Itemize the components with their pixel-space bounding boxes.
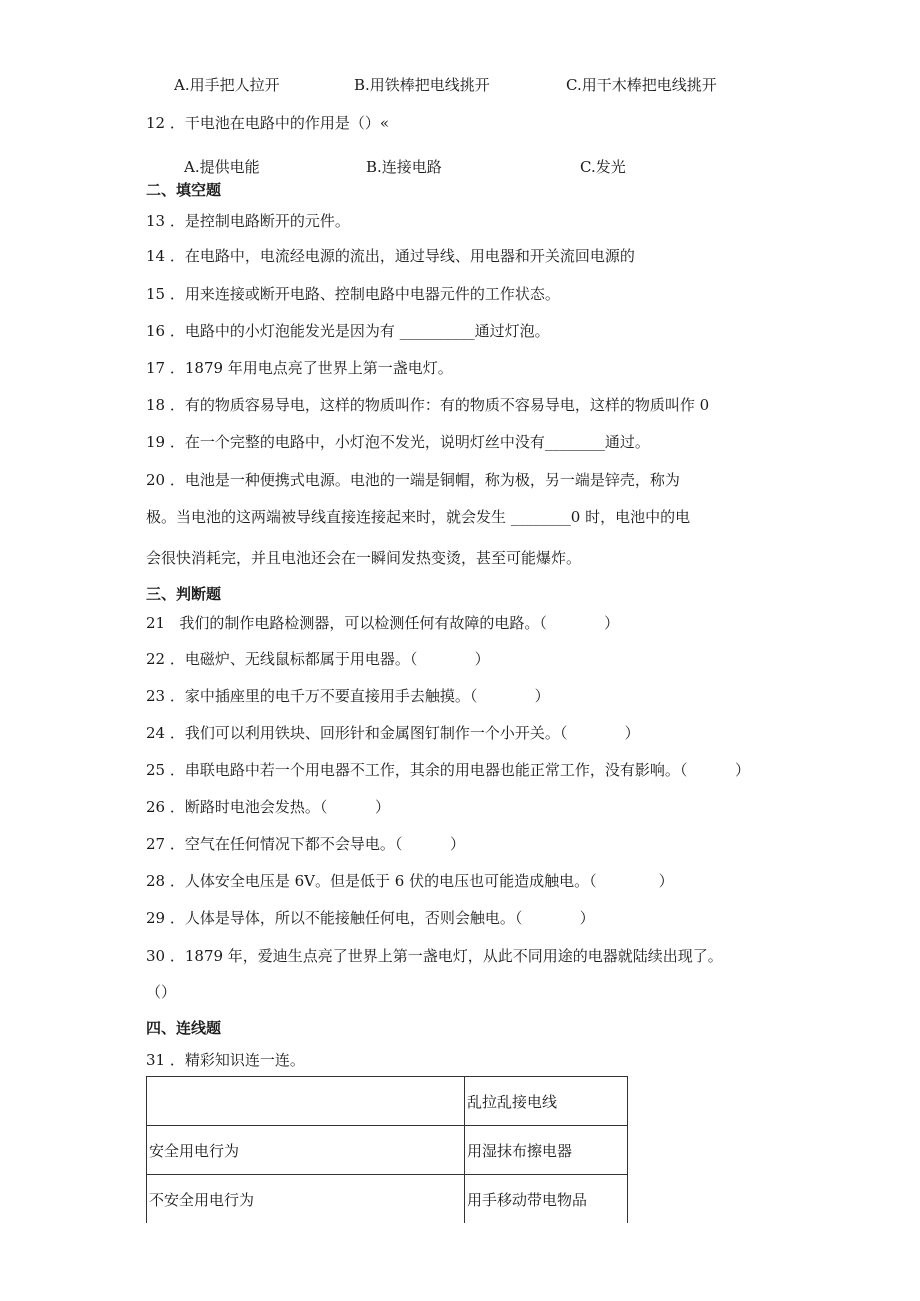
- question-25: 25 ．串联电路中若一个用电器不工作，其余的用电器也能正常工作，没有影响。（ ）: [146, 761, 751, 779]
- matching-table: [146, 1076, 628, 1223]
- table-row: [147, 1077, 628, 1126]
- table-cell: 安全用电行为: [147, 1126, 465, 1175]
- question-27: 27 ．空气在任何情况下都不会导电。（ ）: [146, 835, 466, 853]
- question-14: 14 ．在电路中，电流经电源的流出，通过导线、用电器和开关流回电源的: [146, 247, 635, 265]
- question-28: 28 ．人体安全电压是 6V。但是低于 6 伏的电压也可能造成触电。（ ）: [146, 872, 674, 890]
- question-30-bracket: （）: [146, 983, 177, 1001]
- q12-option-a: A.提供电能: [184, 158, 260, 176]
- question-30: 30 ．1879 年，爱迪生点亮了世界上第一盏电灯，从此不同用途的电器就陆续出现了。: [146, 947, 723, 965]
- question-18: 18 ．有的物质容易导电，这样的物质叫作：有的物质不容易导电，这样的物质叫作 0: [146, 396, 710, 414]
- question-19: 19 ．在一个完整的电路中，小灯泡不发光，说明灯丝中没有________通过。: [146, 433, 650, 451]
- question-16: 16 ．电路中的小灯泡能发光是因为有 __________通过灯泡。: [146, 322, 550, 340]
- table-row: [147, 1175, 628, 1224]
- table-cell: [147, 1077, 465, 1126]
- question-26: 26 ．断路时电池会发热。（ ）: [146, 798, 391, 816]
- table-cell: 用湿抹布擦电器: [465, 1126, 628, 1175]
- q11-option-c: C.用干木棒把电线挑开: [566, 76, 717, 94]
- question-29: 29 ．人体是导体，所以不能接触任何电，否则会触电。（ ）: [146, 909, 595, 927]
- section-heading-fill: 二、填空题: [146, 181, 222, 199]
- question-22: 22 ．电磁炉、无线鼠标都属于用电器。（ ）: [146, 650, 490, 668]
- question-31: 31 ．精彩知识连一连。: [146, 1051, 305, 1069]
- section-heading-judge: 三、判断题: [146, 585, 222, 603]
- question-24: 24 ．我们可以利用铁块、回形针和金属图钉制作一个小开关。（ ）: [146, 724, 640, 742]
- table-cell: 不安全用电行为: [147, 1175, 465, 1224]
- q12-question: 12 ．干电池在电路中的作用是（）«: [146, 114, 390, 132]
- table-cell: 乱拉乱接电线: [465, 1077, 628, 1126]
- question-17: 17 ．1879 年用电点亮了世界上第一盏电灯。: [146, 359, 453, 377]
- table-row: [147, 1126, 628, 1175]
- question-21: 21 我们的制作电路检测器，可以检测任何有故障的电路。（ ）: [146, 614, 620, 632]
- question-20-line-3: 会很快消耗完，并且电池还会在一瞬间发热变烫，甚至可能爆炸。: [146, 549, 582, 567]
- table-cell: 用手移动带电物品: [465, 1175, 628, 1224]
- question-15: 15 ．用来连接或断开电路、控制电路中电器元件的工作状态。: [146, 285, 560, 303]
- question-23: 23 ．家中插座里的电千万不要直接用手去触摸。（ ）: [146, 687, 550, 705]
- question-13: 13 ．是控制电路断开的元件。: [146, 212, 350, 230]
- question-20: 20 ．电池是一种便携式电源。电池的一端是铜帽，称为极，另一端是锌壳，称为: [146, 471, 680, 489]
- q11-option-b: B.用铁棒把电线挑开: [354, 76, 490, 94]
- q12-option-c: C.发光: [580, 158, 626, 176]
- q12-option-b: B.连接电路: [366, 158, 442, 176]
- question-20-line-2: 极。当电池的这两端被导线直接连接起来时，就会发生 ________0 时，电池中的电: [146, 508, 691, 526]
- section-heading-match: 四、连线题: [146, 1019, 222, 1037]
- q11-option-a: A.用手把人拉开: [174, 76, 280, 94]
